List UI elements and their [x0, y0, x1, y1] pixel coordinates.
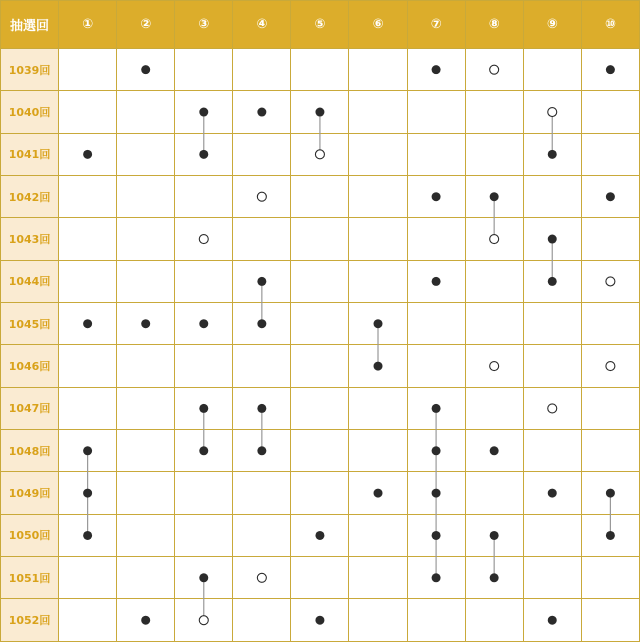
result-cell	[59, 472, 117, 514]
result-cell	[465, 176, 523, 218]
result-cell	[523, 91, 581, 133]
table-row	[1, 430, 640, 472]
result-cell	[581, 472, 639, 514]
result-cell	[59, 387, 117, 429]
result-cell	[407, 599, 465, 642]
result-cell	[407, 345, 465, 387]
result-cell	[407, 260, 465, 302]
result-cell	[407, 303, 465, 345]
draw-number-label: 1048回	[1, 430, 59, 472]
result-cell	[349, 218, 407, 260]
draw-number-label: 1052回	[1, 599, 59, 642]
result-cell	[117, 599, 175, 642]
draw-number-label: 1051回	[1, 557, 59, 599]
result-cell	[581, 91, 639, 133]
column-header-1: ①	[59, 1, 117, 49]
result-cell	[581, 514, 639, 556]
column-header-9: ⑨	[523, 1, 581, 49]
result-cell	[117, 387, 175, 429]
result-cell	[175, 260, 233, 302]
result-cell	[523, 599, 581, 642]
table-row	[1, 387, 640, 429]
result-cell	[233, 218, 291, 260]
result-cell	[407, 133, 465, 175]
result-cell	[233, 387, 291, 429]
result-cell	[581, 599, 639, 642]
draw-number-label: 1049回	[1, 472, 59, 514]
result-cell	[407, 472, 465, 514]
result-cell	[117, 303, 175, 345]
result-cell	[59, 176, 117, 218]
draw-number-label: 1045回	[1, 303, 59, 345]
result-cell	[523, 303, 581, 345]
result-cell	[349, 303, 407, 345]
result-cell	[117, 260, 175, 302]
result-cell	[117, 91, 175, 133]
result-cell	[523, 133, 581, 175]
result-cell	[581, 303, 639, 345]
result-cell	[117, 133, 175, 175]
result-cell	[291, 514, 349, 556]
column-header-3: ③	[175, 1, 233, 49]
result-cell	[117, 557, 175, 599]
result-cell	[465, 430, 523, 472]
result-cell	[59, 557, 117, 599]
result-cell	[291, 91, 349, 133]
result-cell	[59, 91, 117, 133]
result-cell	[407, 514, 465, 556]
table-row	[1, 303, 640, 345]
result-cell	[465, 218, 523, 260]
result-cell	[465, 514, 523, 556]
draw-number-label: 1041回	[1, 133, 59, 175]
result-cell	[117, 514, 175, 556]
result-cell	[175, 303, 233, 345]
result-cell	[175, 91, 233, 133]
result-cell	[523, 260, 581, 302]
result-cell	[175, 557, 233, 599]
result-cell	[465, 91, 523, 133]
result-cell	[233, 49, 291, 91]
result-cell	[291, 49, 349, 91]
result-cell	[349, 387, 407, 429]
result-cell	[291, 133, 349, 175]
result-cell	[523, 49, 581, 91]
result-cell	[465, 599, 523, 642]
draw-number-header: 抽選回	[1, 1, 59, 49]
result-cell	[349, 260, 407, 302]
result-cell	[175, 514, 233, 556]
result-cell	[523, 557, 581, 599]
result-cell	[233, 133, 291, 175]
result-cell	[233, 514, 291, 556]
table-row	[1, 345, 640, 387]
result-cell	[581, 557, 639, 599]
table-row	[1, 514, 640, 556]
result-cell	[117, 218, 175, 260]
draw-number-label: 1046回	[1, 345, 59, 387]
result-cell	[349, 599, 407, 642]
result-cell	[465, 260, 523, 302]
table-row	[1, 133, 640, 175]
table-row	[1, 472, 640, 514]
result-cell	[291, 599, 349, 642]
result-cell	[523, 514, 581, 556]
result-cell	[465, 472, 523, 514]
table-row	[1, 91, 640, 133]
result-cell	[59, 430, 117, 472]
header-row	[1, 1, 640, 49]
result-cell	[581, 387, 639, 429]
result-cell	[407, 176, 465, 218]
result-cell	[523, 387, 581, 429]
column-header-6: ⑥	[349, 1, 407, 49]
result-cell	[291, 260, 349, 302]
column-header-7: ⑦	[407, 1, 465, 49]
result-cell	[349, 133, 407, 175]
draw-number-label: 1040回	[1, 91, 59, 133]
result-cell	[349, 514, 407, 556]
column-header-5: ⑤	[291, 1, 349, 49]
result-cell	[59, 260, 117, 302]
result-cell	[233, 303, 291, 345]
result-cell	[407, 430, 465, 472]
result-cell	[59, 218, 117, 260]
result-cell	[233, 345, 291, 387]
column-header-4: ④	[233, 1, 291, 49]
result-cell	[59, 345, 117, 387]
draw-number-label: 1042回	[1, 176, 59, 218]
result-cell	[581, 218, 639, 260]
result-cell	[349, 176, 407, 218]
result-cell	[465, 133, 523, 175]
result-cell	[117, 472, 175, 514]
result-cell	[233, 91, 291, 133]
result-cell	[581, 176, 639, 218]
result-cell	[523, 472, 581, 514]
result-cell	[465, 557, 523, 599]
draw-number-label: 1043回	[1, 218, 59, 260]
result-cell	[291, 387, 349, 429]
result-cell	[59, 599, 117, 642]
draw-number-label: 1050回	[1, 514, 59, 556]
result-cell	[349, 472, 407, 514]
result-cell	[349, 49, 407, 91]
result-cell	[523, 345, 581, 387]
result-cell	[291, 218, 349, 260]
column-header-10: ⑩	[581, 1, 639, 49]
result-cell	[407, 49, 465, 91]
table-row	[1, 557, 640, 599]
draw-number-label: 1047回	[1, 387, 59, 429]
column-header-2: ②	[117, 1, 175, 49]
result-cell	[349, 91, 407, 133]
result-cell	[465, 345, 523, 387]
result-cell	[175, 218, 233, 260]
result-cell	[581, 49, 639, 91]
result-cell	[581, 133, 639, 175]
table-row	[1, 599, 640, 642]
table-row	[1, 218, 640, 260]
result-cell	[117, 176, 175, 218]
table-row	[1, 49, 640, 91]
result-cell	[291, 345, 349, 387]
column-header-8: ⑧	[465, 1, 523, 49]
result-cell	[291, 472, 349, 514]
result-cell	[117, 49, 175, 91]
result-cell	[175, 599, 233, 642]
result-cell	[233, 472, 291, 514]
result-cell	[59, 514, 117, 556]
result-cell	[117, 345, 175, 387]
result-cell	[581, 260, 639, 302]
draw-number-label: 1039回	[1, 49, 59, 91]
result-cell	[349, 345, 407, 387]
result-cell	[233, 599, 291, 642]
result-cell	[291, 557, 349, 599]
result-cell	[465, 49, 523, 91]
result-cell	[233, 260, 291, 302]
result-cell	[175, 49, 233, 91]
result-cell	[59, 133, 117, 175]
result-cell	[117, 430, 175, 472]
result-cell	[523, 176, 581, 218]
result-cell	[233, 430, 291, 472]
result-cell	[175, 387, 233, 429]
result-cell	[465, 303, 523, 345]
result-cell	[581, 430, 639, 472]
result-cell	[407, 387, 465, 429]
result-cell	[407, 557, 465, 599]
result-cell	[349, 430, 407, 472]
result-cell	[465, 387, 523, 429]
result-cell	[407, 218, 465, 260]
result-cell	[233, 557, 291, 599]
result-cell	[175, 345, 233, 387]
result-cell	[523, 430, 581, 472]
result-cell	[407, 91, 465, 133]
table-row	[1, 260, 640, 302]
result-cell	[175, 176, 233, 218]
result-cell	[291, 430, 349, 472]
result-cell	[291, 303, 349, 345]
result-cell	[59, 49, 117, 91]
draw-number-label: 1044回	[1, 260, 59, 302]
result-cell	[523, 218, 581, 260]
result-cell	[349, 557, 407, 599]
result-cell	[59, 303, 117, 345]
result-cell	[291, 176, 349, 218]
result-cell	[175, 133, 233, 175]
result-cell	[581, 345, 639, 387]
result-cell	[175, 472, 233, 514]
table-row	[1, 176, 640, 218]
result-cell	[233, 176, 291, 218]
result-cell	[175, 430, 233, 472]
